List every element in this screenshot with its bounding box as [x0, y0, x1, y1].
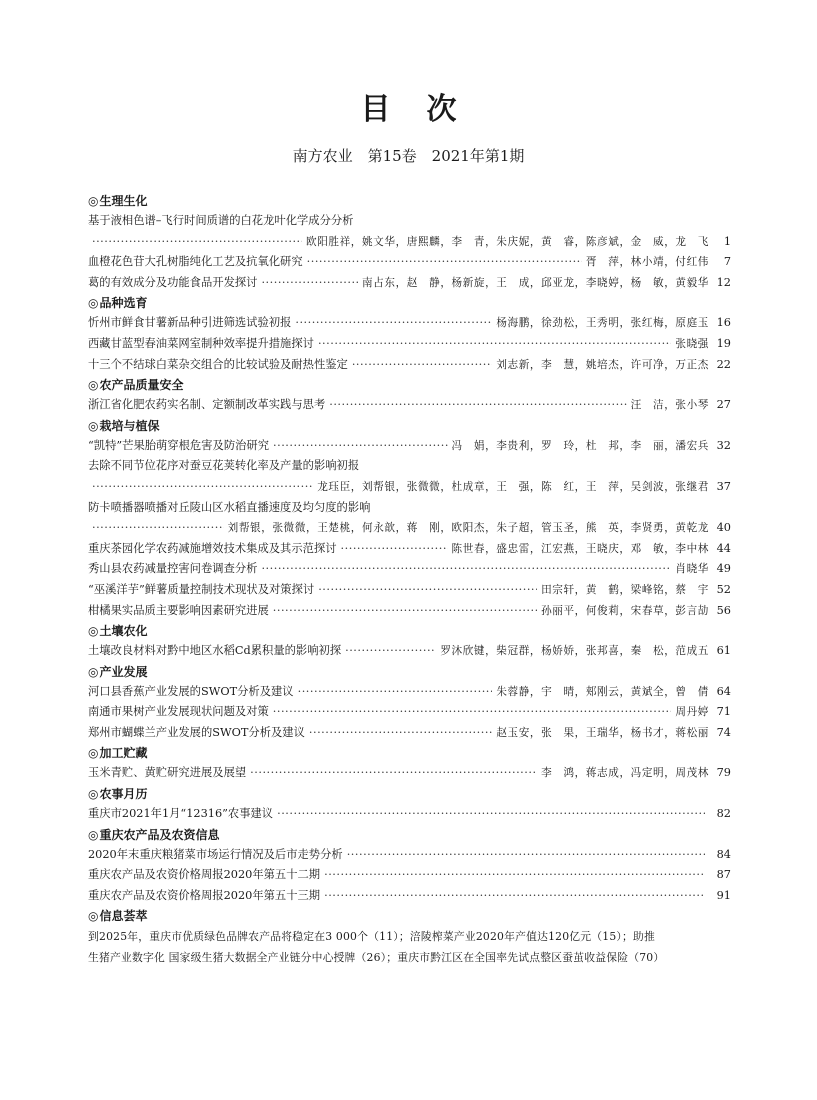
toc-entry[interactable]: [88, 601, 731, 622]
page-title: 目次: [360, 92, 493, 127]
page-number[interactable]: 27: [716, 398, 731, 412]
section-bullet-icon: ◎: [88, 296, 99, 311]
section-bullet-icon: ◎: [88, 787, 99, 802]
leader-dots: [352, 355, 492, 376]
article-authors: 刘志新，李 慧，姚培杰，许可净，万正杰: [496, 358, 709, 371]
journal-issue: 南方农业 第15卷 2021年第1期: [292, 147, 525, 165]
toc-entry[interactable]: [88, 395, 731, 416]
section-bullet-icon: ◎: [88, 624, 99, 639]
leader-dots: [324, 865, 705, 886]
section-heading: [88, 906, 731, 926]
section-heading: [88, 416, 731, 436]
leader-dots: [92, 518, 224, 539]
page-number[interactable]: 19: [716, 336, 731, 350]
toc-entry[interactable]: [88, 313, 731, 334]
article-authors: 陈世春，盛忠雷，江宏燕，王晓庆，邓 敏，李中林: [451, 542, 709, 555]
article-title[interactable]: 忻州市鲜食甘薯新品种引进筛选试验初报: [88, 316, 292, 330]
page-number[interactable]: 61: [716, 644, 731, 658]
page-number[interactable]: 1: [723, 234, 731, 248]
leader-dots: [324, 886, 705, 907]
article-authors: 孙丽平，何俊莉，宋春草，彭言劼: [541, 604, 709, 617]
section-heading: [88, 375, 731, 395]
page-number[interactable]: 7: [723, 255, 731, 269]
toc-entry[interactable]: [88, 355, 731, 376]
leader-dots: [261, 559, 671, 580]
leader-dots: [318, 580, 537, 601]
section-heading: [88, 191, 731, 211]
article-authors: 罗沐欣键，柴冠群，杨娇娇，张邦喜，秦 松，范成五: [440, 645, 709, 658]
leader-dots: [341, 539, 448, 560]
section-title: 农事月历: [99, 787, 148, 802]
toc-entry[interactable]: [88, 886, 731, 907]
page-number[interactable]: 49: [716, 562, 731, 576]
page-number[interactable]: 40: [716, 521, 731, 535]
article-title[interactable]: 2020年末重庆粮猪菜市场运行情况及后市走势分析: [88, 847, 343, 861]
article-title[interactable]: 西藏甘蓝型春油菜网室制种效率提升措施探讨: [88, 336, 314, 350]
article-title[interactable]: 郑州市蝴蝶兰产业发展的SWOT分析及建议: [88, 725, 305, 739]
article-title[interactable]: 重庆农产品及农资价格周报2020年第五十二期: [88, 868, 321, 882]
section-bullet-icon: ◎: [88, 909, 99, 924]
leader-dots: [92, 477, 313, 498]
toc-entry[interactable]: [88, 845, 731, 866]
article-title[interactable]: 防卡喷播器喷播对丘陵山区水稻直播速度及均匀度的影响: [88, 500, 371, 514]
toc-entry[interactable]: [88, 723, 731, 744]
leader-dots: [307, 252, 582, 273]
leader-dots: [250, 763, 537, 784]
article-title[interactable]: “巫溪洋芋”鲜薯质量控制技术现状及对策探讨: [88, 582, 315, 596]
page-number[interactable]: 12: [716, 275, 731, 289]
toc-entry[interactable]: [88, 334, 731, 355]
toc-entry[interactable]: [88, 539, 731, 560]
page-number[interactable]: 84: [716, 847, 731, 861]
article-authors: 张晓强: [675, 337, 709, 350]
section-bullet-icon: ◎: [88, 194, 99, 208]
table-of-contents: [88, 191, 731, 968]
article-authors: 龙珏臣，刘帮银，张微微，杜成章，王 强，陈 红，王 萍，吴剑波，张继君: [317, 480, 709, 493]
toc-entry[interactable]: [88, 211, 731, 232]
toc-entry[interactable]: [88, 763, 731, 784]
section-title: 品种选育: [99, 296, 148, 311]
leader-dots: [347, 845, 705, 866]
toc-entry[interactable]: [88, 559, 731, 580]
leader-dots: [273, 436, 448, 457]
section-bullet-icon: ◎: [88, 664, 99, 679]
section-bullet-icon: ◎: [88, 378, 99, 393]
news-brief-line: 生猪产业数字化 国家级生猪大数据全产业链分中心授牌（26）；重庆市黔江区在全国率先试点整区蚕茧收益保险（70）: [88, 951, 665, 965]
article-title[interactable]: 河口县香蕉产业发展的SWOT分析及建议: [88, 684, 294, 698]
article-title[interactable]: 秀山县农药减量控害问卷调查分析: [88, 562, 258, 576]
section-heading: [88, 825, 731, 845]
section-title: 重庆农产品及农资信息: [99, 827, 220, 842]
article-title[interactable]: 浙江省化肥农药实名制、定额制改革实践与思考: [88, 398, 326, 412]
article-title[interactable]: 十三个不结球白菜杂交组合的比较试验及耐热性鉴定: [88, 357, 348, 371]
leader-dots: [329, 395, 626, 416]
article-authors: 朱蓉静，宇 晴，郏刚云，黄斌全，曾 倩: [496, 685, 709, 698]
article-title[interactable]: 土壤改良材料对黔中地区水稻Cd累积量的影响初探: [88, 644, 342, 658]
article-authors: 汪 洁，张小琴: [630, 399, 709, 412]
toc-entry[interactable]: [88, 641, 731, 662]
leader-dots: [298, 682, 493, 703]
section-title: 农产品质量安全: [99, 378, 184, 393]
article-title[interactable]: 南通市果树产业发展现状问题及对策: [88, 705, 269, 719]
section-bullet-icon: ◎: [88, 827, 99, 842]
article-authors: 南占东，赵 静，杨新旋，王 成，邱亚龙，李晓婷，杨 敏，黄毅华: [361, 276, 709, 289]
page-number[interactable]: 16: [716, 316, 731, 330]
section-heading: [88, 621, 731, 641]
toc-entry[interactable]: [88, 682, 731, 703]
section-title: 产业发展: [99, 664, 148, 679]
toc-entry-continuation: [88, 518, 731, 539]
section-bullet-icon: ◎: [88, 746, 99, 761]
leader-dots: [273, 601, 537, 622]
page-number[interactable]: 87: [716, 868, 731, 882]
page-number[interactable]: 64: [716, 684, 731, 698]
section-title: 土壤农化: [99, 624, 148, 639]
article-title[interactable]: 葛的有效成分及功能食品开发探讨: [88, 275, 258, 289]
article-authors: 赵玉安，张 果，王瑞华，杨书才，蒋松丽: [496, 726, 709, 739]
toc-entry[interactable]: [88, 804, 731, 825]
page-number[interactable]: 52: [716, 582, 731, 596]
section-heading: [88, 743, 731, 763]
page-number[interactable]: 32: [716, 438, 731, 452]
section-title: 生理生化: [99, 194, 148, 208]
article-title[interactable]: 重庆茶园化学农药减施增效技术集成及其示范探讨: [88, 541, 337, 555]
section-title: 加工贮藏: [99, 746, 148, 761]
article-authors: 田宗轩，黄 鹤，梁峰铭，蔡 宇: [541, 583, 709, 596]
section-heading: [88, 662, 731, 682]
article-title[interactable]: 去除不同节位花序对蚕豆花荚转化率及产量的影响初报: [88, 459, 360, 473]
leader-dots: [318, 334, 671, 355]
page-number[interactable]: 74: [716, 725, 731, 739]
article-title[interactable]: “凯特”芒果胎萌穿根危害及防治研究: [88, 438, 270, 452]
page-number[interactable]: 79: [716, 766, 731, 780]
page-number[interactable]: 37: [716, 479, 731, 493]
toc-entry[interactable]: [88, 252, 731, 273]
toc-entry[interactable]: [88, 865, 731, 886]
article-authors: 欧阳胜祥，姚文华，唐熙麟，李 青，朱庆妮，黄 睿，陈彦斌，金 威，龙 飞: [306, 235, 709, 248]
news-brief-line: 到2025年，重庆市优质绿色品牌农产品将稳定在3 000个（11）；涪陵榨菜产业2020年产值达120亿元（15）；助推: [88, 930, 656, 944]
page-number[interactable]: 71: [716, 705, 731, 719]
article-title[interactable]: 基于液相色谱–飞行时间质谱的白花龙叶化学成分分析: [88, 214, 354, 227]
article-title[interactable]: 柑橘果实品质主要影响因素研究进展: [88, 603, 269, 617]
section-heading: [88, 293, 731, 313]
toc-entry[interactable]: [88, 456, 731, 477]
leader-dots: [309, 723, 492, 744]
page-number[interactable]: 56: [716, 603, 731, 617]
toc-entry[interactable]: [88, 580, 731, 601]
leader-dots: [273, 702, 672, 723]
article-authors: 肖晓华: [675, 563, 709, 576]
section-heading: [88, 784, 731, 804]
toc-entry[interactable]: [88, 436, 731, 457]
toc-entry-continuation: [88, 477, 731, 498]
page-number[interactable]: 91: [716, 888, 731, 902]
leader-dots: [92, 232, 302, 253]
article-title[interactable]: 玉米青贮、黄贮研究进展及展望: [88, 766, 247, 780]
article-authors: 冯 娟，李贵利，罗 玲，杜 邦，李 丽，潘宏兵: [451, 439, 709, 452]
article-authors: 李 鸿，蒋志成，冯定明，周茂林: [541, 767, 709, 780]
toc-entry[interactable]: [88, 498, 731, 519]
page-number[interactable]: 22: [716, 357, 731, 371]
leader-dots: [345, 641, 436, 662]
article-authors: 刘帮银，张微微，王楚桃，何永歆，蒋 刚，欧阳杰，朱子超，管玉圣，熊 英，李贤勇，黄乾龙: [227, 522, 709, 535]
article-authors: 胥 萍，林小靖，付红伟: [585, 256, 709, 269]
article-title[interactable]: 重庆市2021年1月“12316”农事建议: [88, 807, 274, 821]
page-number[interactable]: 44: [716, 541, 731, 555]
article-authors: 杨海鹏，徐劲松，王秀明，张红梅，原庭玉: [496, 317, 709, 330]
article-authors: 周丹婷: [675, 706, 709, 719]
leader-dots: [277, 804, 705, 825]
leader-dots: [295, 313, 492, 334]
article-title[interactable]: 血橙花色苷大孔树脂纯化工艺及抗氧化研究: [88, 255, 303, 269]
section-bullet-icon: ◎: [88, 418, 99, 433]
article-title[interactable]: 重庆农产品及农资价格周报2020年第五十三期: [88, 888, 321, 902]
section-title: 栽培与植保: [99, 418, 160, 433]
toc-entry[interactable]: [88, 702, 731, 723]
section-title: 信息荟萃: [99, 909, 148, 924]
page-number[interactable]: 82: [716, 807, 731, 821]
toc-entry-continuation: [88, 232, 731, 253]
toc-entry[interactable]: [88, 273, 731, 294]
leader-dots: [261, 273, 358, 294]
